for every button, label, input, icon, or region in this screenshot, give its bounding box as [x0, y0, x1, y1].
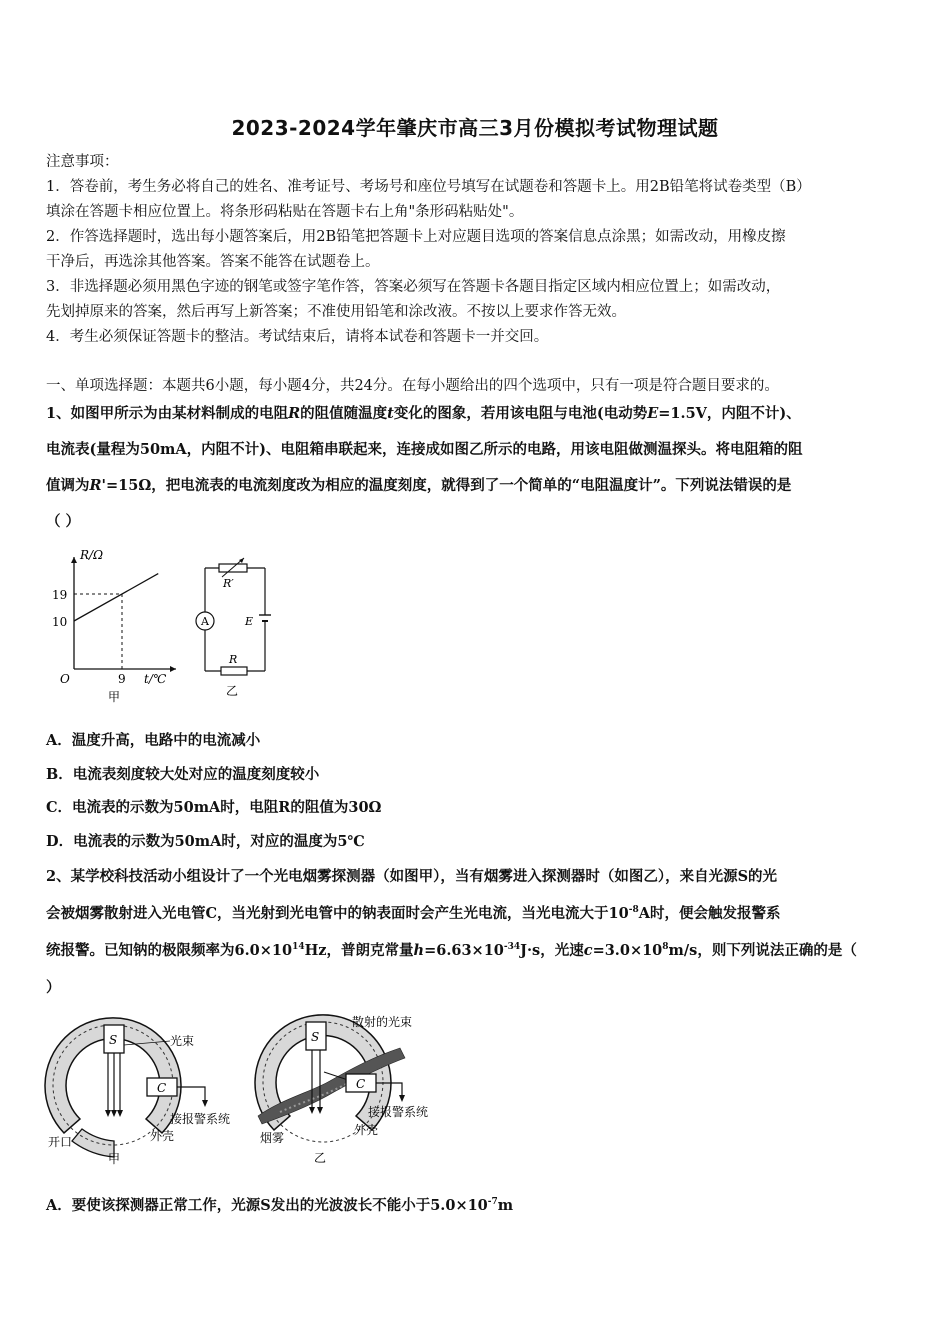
question-2-line: 统报警。已知钠的极限频率为$6.0\times 10^{14}Hz$，普朗克常量$h=6.63\times 10^{-34}J\cdot s$，光速$c=3.0\times 10^8m/s$，则下列说法正确的是（ — [46, 942, 857, 959]
label-rprime: R′ — [223, 577, 234, 590]
label-opening: 开口 — [48, 1135, 73, 1149]
label-smoke: 烟雾 — [260, 1131, 285, 1145]
ammeter-label: A — [201, 615, 209, 628]
origin-label: O — [60, 672, 70, 686]
figure-caption: 甲 — [108, 690, 121, 704]
notice-line: 1．答卷前，考生务必将自己的姓名、准考证号、考场号和座位号填写在试题卷和答题卡上。用2B铅笔将试卷类型（B） — [46, 179, 811, 195]
label-shell: 外壳 — [150, 1129, 175, 1143]
option-a: A．要使该探测器正常工作，光源S发出的光波波长不能小于$5.0\times 10^{-7}m$ — [46, 1197, 514, 1214]
notice-line: 3．非选择题必须用黑色字迹的钢笔或签字笔作答，答案必须写在答题卡各题目指定区域内相应位置上；如需改动， — [46, 279, 781, 295]
figure-2b-detector — [250, 1012, 450, 1172]
section-heading: 一、单项选择题：本题共6小题，每小题4分，共24分。在每小题给出的四个选项中，只有一项是符合题目要求的。 — [46, 378, 779, 394]
notice-line: 2．作答选择题时，选出每小题答案后，用2B铅笔把答题卡上对应题目选项的答案信息点涂黑；如需改动，用橡皮擦 — [46, 229, 786, 245]
label-shell: 外壳 — [354, 1123, 379, 1137]
question-2-line: ） — [46, 979, 61, 996]
figure-1-graph — [40, 545, 190, 705]
figure-caption: 乙 — [314, 1151, 327, 1165]
label-alarm: 接报警系统 — [368, 1105, 429, 1119]
alarm-arrow — [202, 1100, 208, 1107]
figure-caption: 乙 — [226, 684, 239, 698]
figure-1-circuit — [188, 555, 278, 705]
notice-line: 先划掉原来的答案，然后再写上新答案；不准使用铅笔和涂改液。不按以上要求作答无效。 — [46, 304, 626, 320]
page-title: 2023-2024学年肇庆市高三3月份模拟考试物理试题 — [231, 116, 719, 140]
label-s: S — [109, 1033, 118, 1047]
x-axis-arrow — [170, 666, 176, 672]
x-tick-9: 9 — [118, 672, 126, 686]
question-1-line: 1、如图甲所示为由某材料制成的电阻R的阻值随温度t变化的图象，若用该电阻与电池(电动势E=1.5V，内阻不计)、 — [46, 405, 801, 422]
y-axis-arrow — [71, 557, 77, 563]
label-c: C — [356, 1077, 366, 1091]
y-tick-10: 10 — [52, 615, 68, 629]
y-axis-label: R/Ω — [80, 548, 104, 562]
label-r: R — [229, 653, 238, 666]
question-1-line: （ ） — [46, 513, 81, 530]
option-b: B．电流表刻度较大处对应的温度刻度较小 — [46, 766, 320, 783]
resistor-box-r — [221, 667, 247, 675]
notice-line: 填涂在答题卡相应位置上。将条形码粘贴在答题卡右上角"条形码粘贴处"。 — [46, 204, 524, 220]
question-1-line: 电流表(量程为50mA，内阻不计)、电阻箱串联起来，连接成如图乙所示的电路，用该电阻做测温探头。将电阻箱的阻 — [46, 441, 803, 458]
notice-heading: 注意事项： — [46, 154, 119, 170]
ray-arrow — [105, 1110, 111, 1117]
ray-arrow — [309, 1107, 315, 1114]
ray-arrow — [117, 1110, 123, 1117]
notice-line: 干净后，再选涂其他答案。答案不能答在试题卷上。 — [46, 254, 380, 270]
notice-line: 4．考生必须保证答题卡的整洁。考试结束后，请将本试卷和答题卡一并交回。 — [46, 329, 549, 345]
y-tick-19: 19 — [52, 588, 68, 602]
x-axis-label: t/℃ — [144, 672, 167, 686]
question-1-line: 值调为R'=15Ω，把电流表的电流刻度改为相应的温度刻度，就得到了一个简单的“电阻温度计”。下列说法错误的是 — [46, 477, 792, 494]
alarm-arrow — [399, 1095, 405, 1102]
label-beam: 光束 — [170, 1034, 195, 1048]
question-2-line: 会被烟雾散射进入光电管C，当光射到光电管中的钠表面时会产生光电流，当光电流大于$10^{-8}A$时，便会触发报警系 — [46, 905, 781, 922]
label-alarm: 接报警系统 — [170, 1112, 231, 1126]
option-d: D．电流表的示数为50mA时，对应的温度为5℃ — [46, 833, 365, 850]
label-s: S — [311, 1030, 320, 1044]
ray-arrow — [317, 1107, 323, 1114]
question-2-line: 2、某学校科技活动小组设计了一个光电烟雾探测器（如图甲），当有烟雾进入探测器时（如图乙），来自光源S的光 — [46, 868, 778, 885]
figure-caption: 甲 — [108, 1152, 121, 1166]
option-a: A．温度升高，电路中的电流减小 — [46, 732, 261, 749]
label-c: C — [157, 1081, 167, 1095]
figure-2a-detector — [40, 1015, 245, 1175]
label-e: E — [245, 615, 254, 628]
resistance-line — [74, 574, 158, 621]
option-c: C．电流表的示数为50mA时，电阻R的阻值为30Ω — [46, 799, 382, 816]
ray-arrow — [111, 1110, 117, 1117]
label-scattered: 散射的光束 — [352, 1015, 413, 1029]
